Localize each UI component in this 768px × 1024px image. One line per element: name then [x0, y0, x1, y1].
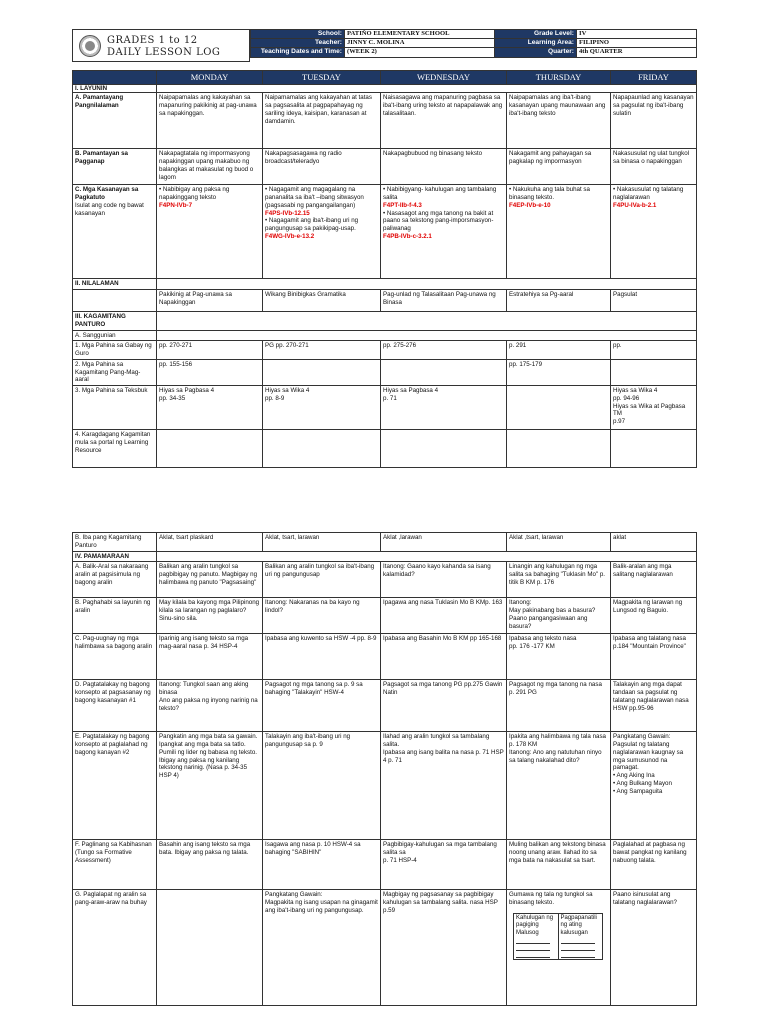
- cell-thu: Linangin ang kahulugan ng mga salita sa bahaging "Tuklasin Mo" p. titik B KM p. 176: [507, 562, 611, 598]
- section-row: [73, 330, 697, 341]
- row-label: A. Balik-Aral sa nakaraang aralin at pagsisimula ng bagong aralin: [73, 562, 157, 598]
- cell-mon: Hiyas sa Pagbasa 4 pp. 34-35: [157, 386, 263, 430]
- school-label: School:: [251, 30, 345, 39]
- cell-wed: Magbigay ng pagsasanay sa pagbibigay kahulugan sa tambalang salita. nasa HSP p.59: [381, 890, 507, 1006]
- cell-tue: Nakapagsasagawa ng radio broadcast/teleradyo: [263, 149, 381, 185]
- section-row: [73, 551, 697, 562]
- cell-fri: pp.: [611, 341, 697, 360]
- cell-wed: pp. 275-276: [381, 341, 507, 360]
- lesson-log-header: [72, 29, 696, 63]
- cell-thu: Estratehiya sa Pg-aaral: [507, 290, 611, 312]
- cell-thu: Nakagamit ang pahayagan sa pagkalap ng impormasyon: [507, 149, 611, 185]
- row-label: F. Paglinang sa Kabihasnan (Tungo sa Formative Assessment): [73, 840, 157, 890]
- school-value: PATIÑO ELEMENTARY SCHOOL: [345, 30, 495, 39]
- skill-text: • Nasasagot ang mga tanong na bakit at paano sa tekstong pang-imporsmasyon-paliwanag: [383, 209, 494, 233]
- cell-mon: Iparinig ang isang teksto sa mga mag-aaral nasa p. 34 HSP-4: [157, 634, 263, 680]
- table-row: [73, 840, 697, 890]
- cell-fri: [611, 185, 697, 279]
- cell-fri: [611, 359, 697, 385]
- day-tuesday: TUESDAY: [263, 71, 381, 85]
- thu-text: Gumawa ng tala ng tungkol sa binasang teksto.: [509, 891, 593, 906]
- cell-thu: [507, 386, 611, 430]
- section-fill: [157, 279, 697, 290]
- cell-thu: pp. 175-179: [507, 359, 611, 385]
- cell-mon: [157, 430, 263, 468]
- cell-thu: Ipakita ang halimbawa ng tala nasa p. 178 KM Itanong: Ano ang natutuhan ninyo sa talang nakalahad dito?: [507, 732, 611, 840]
- cell-fri: Balik-aralan ang mga salitang naglalarawan: [611, 562, 697, 598]
- cell-tue: [263, 430, 381, 468]
- cell-fri: Napapaunlad ang kasanayan sa pagsulat ng iba't-ibang sulatin: [611, 93, 697, 149]
- section-row: [73, 84, 697, 93]
- blank-line: [516, 944, 550, 951]
- cell-thu: Muling balikan ang tekstong binasa noong unang araw. Ilahad ito sa mga bata na nakasulat sa tsart.: [507, 840, 611, 890]
- table-row: [73, 386, 697, 430]
- skill-code: F4PS-IVb-12.15: [265, 209, 310, 217]
- row-label: 1. Mga Pahina sa Gabay ng Guro: [73, 341, 157, 360]
- row-label: B. Pamantayan sa Pagganap: [73, 149, 157, 185]
- cell-tue: Hiyas sa Wika 4 pp. 8-9: [263, 386, 381, 430]
- section-row: [73, 312, 697, 331]
- table-row: [73, 562, 697, 598]
- cell-fri: aklat: [611, 533, 697, 552]
- area-value: FILIPINO: [577, 39, 697, 48]
- blank-line: [561, 937, 595, 944]
- cell-mon: [157, 890, 263, 1006]
- cell-wed: Ipabasa ang Basahin Mo B KM pp 165-168: [381, 634, 507, 680]
- skill-code: F4EP-IVb-e-10: [509, 201, 551, 209]
- skill-text: • Nagagamit ang magagalang na pananalita sa iba't –ibang sitwasyon (pagsasabi ng pangangailangan): [265, 186, 364, 209]
- cell-wed: Pagsagot sa mga tanong PG pp.275 Gawin Natin: [381, 680, 507, 732]
- cell-tue: Balikan ang aralin tungkol sa iba't-ibang uri ng pangungusap: [263, 562, 381, 598]
- section-row: [73, 279, 697, 290]
- cell-tue: [263, 359, 381, 385]
- cell-wed: Ipagawa ang nasa Tuklasin Mo B KMp. 163: [381, 598, 507, 634]
- section-fill: [157, 330, 697, 341]
- day-thursday: THURSDAY: [507, 71, 611, 85]
- cell-wed: Hiyas sa Pagbasa 4 p. 71: [381, 386, 507, 430]
- blank-line: [516, 951, 550, 958]
- section-fill: [157, 84, 697, 93]
- deped-seal-icon: [79, 35, 101, 57]
- cell-wed: Naisasagawa ang mapanuring pagbasa sa iba't-ibang uring teksto at napapalawak ang talasalitaan.: [381, 93, 507, 149]
- cell-wed: Aklat ,larawan: [381, 533, 507, 552]
- lesson-table-part-2: [72, 532, 696, 1006]
- cell-mon: [157, 185, 263, 279]
- row-label: A. Pamantayang Pangnilalaman: [73, 93, 157, 149]
- cell-mon: Aklat, tsart plaskard: [157, 533, 263, 552]
- row-label: [73, 185, 157, 279]
- mini-col-2: [558, 913, 603, 960]
- skill-code: F4WG-IVb-e-13.2: [265, 232, 315, 240]
- cell-wed: [381, 430, 507, 468]
- cell-tue: Talakayin ang iba't-ibang uri ng pangungusap sa p. 9: [263, 732, 381, 840]
- cell-tue: PG pp. 270-271: [263, 341, 381, 360]
- cell-wed: Ilahad ang aralin tungkol sa tambalang salita. Ipabasa ang isang balita na nasa p. 71 HSP 4 p. 71: [381, 732, 507, 840]
- cell-wed: [381, 185, 507, 279]
- section-sanggunian: A. Sanggunian: [73, 330, 157, 341]
- section-kagamitan: III. KAGAMITANG PANTURO: [73, 312, 157, 331]
- table-row: [73, 598, 697, 634]
- table-row: [73, 430, 697, 468]
- row-label: B. Paghahabi sa layunin ng aralin: [73, 598, 157, 634]
- table-row: [73, 890, 697, 1006]
- cell-mon: pp. 155-156: [157, 359, 263, 385]
- lesson-table-part-1: [72, 70, 696, 468]
- row-label: 4. Karagdagang Kagamitan mula sa portal ng Learning Resource: [73, 430, 157, 468]
- cell-tue: Pagsagot ng mga tanong sa p. 9 sa bahaging "Talakayin" HSW-4: [263, 680, 381, 732]
- cell-mon: Balikan ang aralin tungkol sa pagbibigay ng panuto. Magbigay ng halimbawa ng panuto "Pagsasaing": [157, 562, 263, 598]
- row-label: 2. Mga Pahina sa Kagamitang Pang-Mag-aaral: [73, 359, 157, 385]
- teacher-value: JINNY C. MOLINA: [345, 39, 495, 48]
- cell-tue: Wikang Binibigkas Gramatika: [263, 290, 381, 312]
- quarter-label: Quarter:: [495, 48, 577, 57]
- cell-mon: Pangkatin ang mga bata sa gawain. Ipangkat ang mga bata sa tatlo. Pumili ng lider ng babasa ng teksto. Ibigay ang paksa ng kanilang tekstong narinig. (Nasa p. 34-35 HSP 4): [157, 732, 263, 840]
- blank-line: [561, 944, 595, 951]
- cell-tue: Aklat, tsart, larawan: [263, 533, 381, 552]
- table-row: [73, 290, 697, 312]
- mini-col-1-label: Kahulugan ng pagiging Malusog: [516, 914, 554, 936]
- grade-value: IV: [577, 30, 697, 39]
- row-label-sub: Isulat ang code ng bawat kasanayan: [75, 201, 144, 217]
- cell-thu: Ipabasa ang teksto nasa pp. 176 -177 KM: [507, 634, 611, 680]
- table-row: [73, 93, 697, 149]
- cell-fri: Nakasusulat ng ulat tungkol sa binasa o napakinggan: [611, 149, 697, 185]
- cell-fri: Paano isinusulat ang talatang naglalarawan?: [611, 890, 697, 1006]
- row-label: C. Pag-uugnay ng mga halimbawa sa bagong aralin: [73, 634, 157, 680]
- cell-fri: Paglalahad at pagbasa ng bawat pangkat ng kanilang nabuong talata.: [611, 840, 697, 890]
- cell-thu: Naipapamalas ang iba't-ibang kasanayan upang maunawaan ang iba't-ibang teksto: [507, 93, 611, 149]
- cell-mon: Itanong: Tungkol saan ang aking binasa Ano ang paksa ng inyong narinig na teksto?: [157, 680, 263, 732]
- cell-mon: Nakapagtatala ng impormasyong napakinggan upang makabuo ng balangkas at makasulat ng buod o lagom: [157, 149, 263, 185]
- cell-wed: [381, 359, 507, 385]
- cell-tue: Isagawa ang nasa p. 10 HSW-4 sa bahaging "SABIHIN": [263, 840, 381, 890]
- table-row: [73, 149, 697, 185]
- cell-wed: Itanong: Gaano kayo kahanda sa isang kalamidad?: [381, 562, 507, 598]
- cell-thu: Aklat ,tsart, larawan: [507, 533, 611, 552]
- row-label: B. Iba pang Kagamitang Panturo: [73, 533, 157, 552]
- cell-fri: Pagsulat: [611, 290, 697, 312]
- table-row: [73, 732, 697, 840]
- cell-thu: Itanong: May pakinabang bas a basura? Paano pangangasiwaan ang basura?: [507, 598, 611, 634]
- blank-line: [516, 937, 550, 944]
- row-label: D. Pagtatalakay ng bagong konsepto at pagsasanay ng bagong kasanayan #1: [73, 680, 157, 732]
- grade-label: Grade Level:: [495, 30, 577, 39]
- table-row: [73, 185, 697, 279]
- day-friday: FRIDAY: [611, 71, 697, 85]
- area-label: Learning Area:: [495, 39, 577, 48]
- skill-text: • Nakukuha ang tala buhat sa binasang teksto.: [509, 186, 590, 202]
- blank-line: [561, 951, 595, 958]
- cell-thu: Pagsagot ng mga tanong na nasa p. 291 PG: [507, 680, 611, 732]
- skill-code: F4PT-IIb-f-4.3: [383, 201, 422, 209]
- cell-tue: Pangkatang Gawain: Magpakita ng isang usapan na ginagamit ang iba't-ibang uri ng pangungusap.: [263, 890, 381, 1006]
- row-label: 3. Mga Pahina sa Teksbuk: [73, 386, 157, 430]
- row-label: E. Pagtatalakay ng bagong konsepto at paglalahad ng bagong kanayan #2: [73, 732, 157, 840]
- cell-fri: Hiyas sa Wika 4 pp. 94-96 Hiyas sa Wika at Pagbasa TM p.97: [611, 386, 697, 430]
- cell-mon: Pakikinig at Pag-unawa sa Napakinggan: [157, 290, 263, 312]
- header-info: [250, 29, 696, 58]
- skill-text: • Nabibigay ang paksa ng napakinggang teksto: [159, 186, 230, 202]
- row-label: [73, 290, 157, 312]
- skill-text: • Nabibigyang- kahulugan ang tambalang salita: [383, 186, 497, 202]
- table-row: [73, 634, 697, 680]
- day-header-row: [73, 71, 697, 85]
- cell-thu: p. 291: [507, 341, 611, 360]
- teacher-label: Teacher:: [251, 39, 345, 48]
- cell-fri: [611, 430, 697, 468]
- cell-mon: Naipapamalas ang kakayahan sa mapanuring pakikinig at pag-unawa sa napakinggan.: [157, 93, 263, 149]
- logo-title: [107, 35, 220, 58]
- cell-thu: [507, 890, 611, 1006]
- cell-wed: Pag-unlad ng Talasalitaan Pag-unawa ng Binasa: [381, 290, 507, 312]
- cell-fri: Magpakita ng larawan ng Lungsod ng Baguio.: [611, 598, 697, 634]
- corner-cell: [73, 71, 157, 85]
- mini-col-1: [514, 913, 559, 960]
- day-monday: MONDAY: [157, 71, 263, 85]
- table-row: [73, 680, 697, 732]
- cell-tue: Ipabasa ang kuwento sa HSW -4 pp. 8-9: [263, 634, 381, 680]
- row-label-title: C. Mga Kasanayan sa Pagkatuto: [75, 186, 139, 202]
- quarter-value: 4th QUARTER: [577, 48, 697, 57]
- section-pamamaraan: IV. PAMAMARAAN: [73, 551, 157, 562]
- cell-thu: [507, 430, 611, 468]
- deped-logo-box: [72, 29, 250, 62]
- cell-mon: May kilala ba kayong mga Pilipinong kilala sa larangan ng paglalaro? Sinu-sino sila.: [157, 598, 263, 634]
- table-row: [73, 341, 697, 360]
- day-wednesday: WEDNESDAY: [381, 71, 507, 85]
- mini-col-2-label: Pagpapanatili ng ating kalusugan: [560, 914, 597, 936]
- row-label: G. Paglalapat ng aralin sa pang-araw-araw na buhay: [73, 890, 157, 1006]
- cell-wed: Pagbibigay-kahulugan sa mga tambalang salita sa p. 71 HSP-4: [381, 840, 507, 890]
- logo-line-1: GRADES 1 to 12: [107, 35, 198, 46]
- section-fill: [157, 551, 697, 562]
- notes-mini-table: [513, 913, 603, 961]
- cell-mon: pp. 270-271: [157, 341, 263, 360]
- dates-label: Teaching Dates and Time:: [251, 48, 345, 57]
- table-row: [73, 533, 697, 552]
- cell-tue: Itanong: Nakaranas na ba kayo ng lindol?: [263, 598, 381, 634]
- table-row: [73, 359, 697, 385]
- skill-text: • Nagagamit ang iba't-ibang uri ng pangungusap sa pakikipag-usap.: [265, 217, 359, 233]
- skill-text: • Nakasusulat ng talatang naglalarawan: [613, 186, 684, 202]
- section-nilalaman: II. NILALAMAN: [73, 279, 157, 290]
- skill-code: F4PB-IVb-c-3.2.1: [383, 232, 432, 240]
- cell-tue: [263, 185, 381, 279]
- cell-fri: Ipabasa ang talatang nasa p.184 "Mountain Province": [611, 634, 697, 680]
- cell-tue: Naipamamalas ang kakayahan at tatas sa pagsasalita at pagpapahayag ng sariling ideya, kaisipan, karanasan at damdamin.: [263, 93, 381, 149]
- cell-fri: Pangkatang Gawain: Pagsulat ng talatang naglalarawan kaugnay sa mga sumusunod na pamagat. • Ang Aking Ina • Ang Bulkang Mayon • Ang Sampaguita: [611, 732, 697, 840]
- cell-mon: Basahin ang isang teksto sa mga bata. Ibigay ang paksa ng talata.: [157, 840, 263, 890]
- section-layunin: I. LAYUNIN: [73, 84, 157, 93]
- skill-code: F4PN-IVb-7: [159, 201, 193, 209]
- cell-thu: [507, 185, 611, 279]
- section-fill: [157, 312, 697, 331]
- cell-fri: Talakayin ang mga dapat tandaan sa pagsulat ng talatang naglalarawan nasa HSW pp.95-96: [611, 680, 697, 732]
- dates-value: (WEEK 2): [345, 48, 495, 57]
- skill-code: F4PU-IVa-b-2.1: [613, 201, 657, 209]
- cell-wed: Nakapagbubuod ng binasang teksto: [381, 149, 507, 185]
- logo-line-2: DAILY LESSON LOG: [107, 46, 221, 58]
